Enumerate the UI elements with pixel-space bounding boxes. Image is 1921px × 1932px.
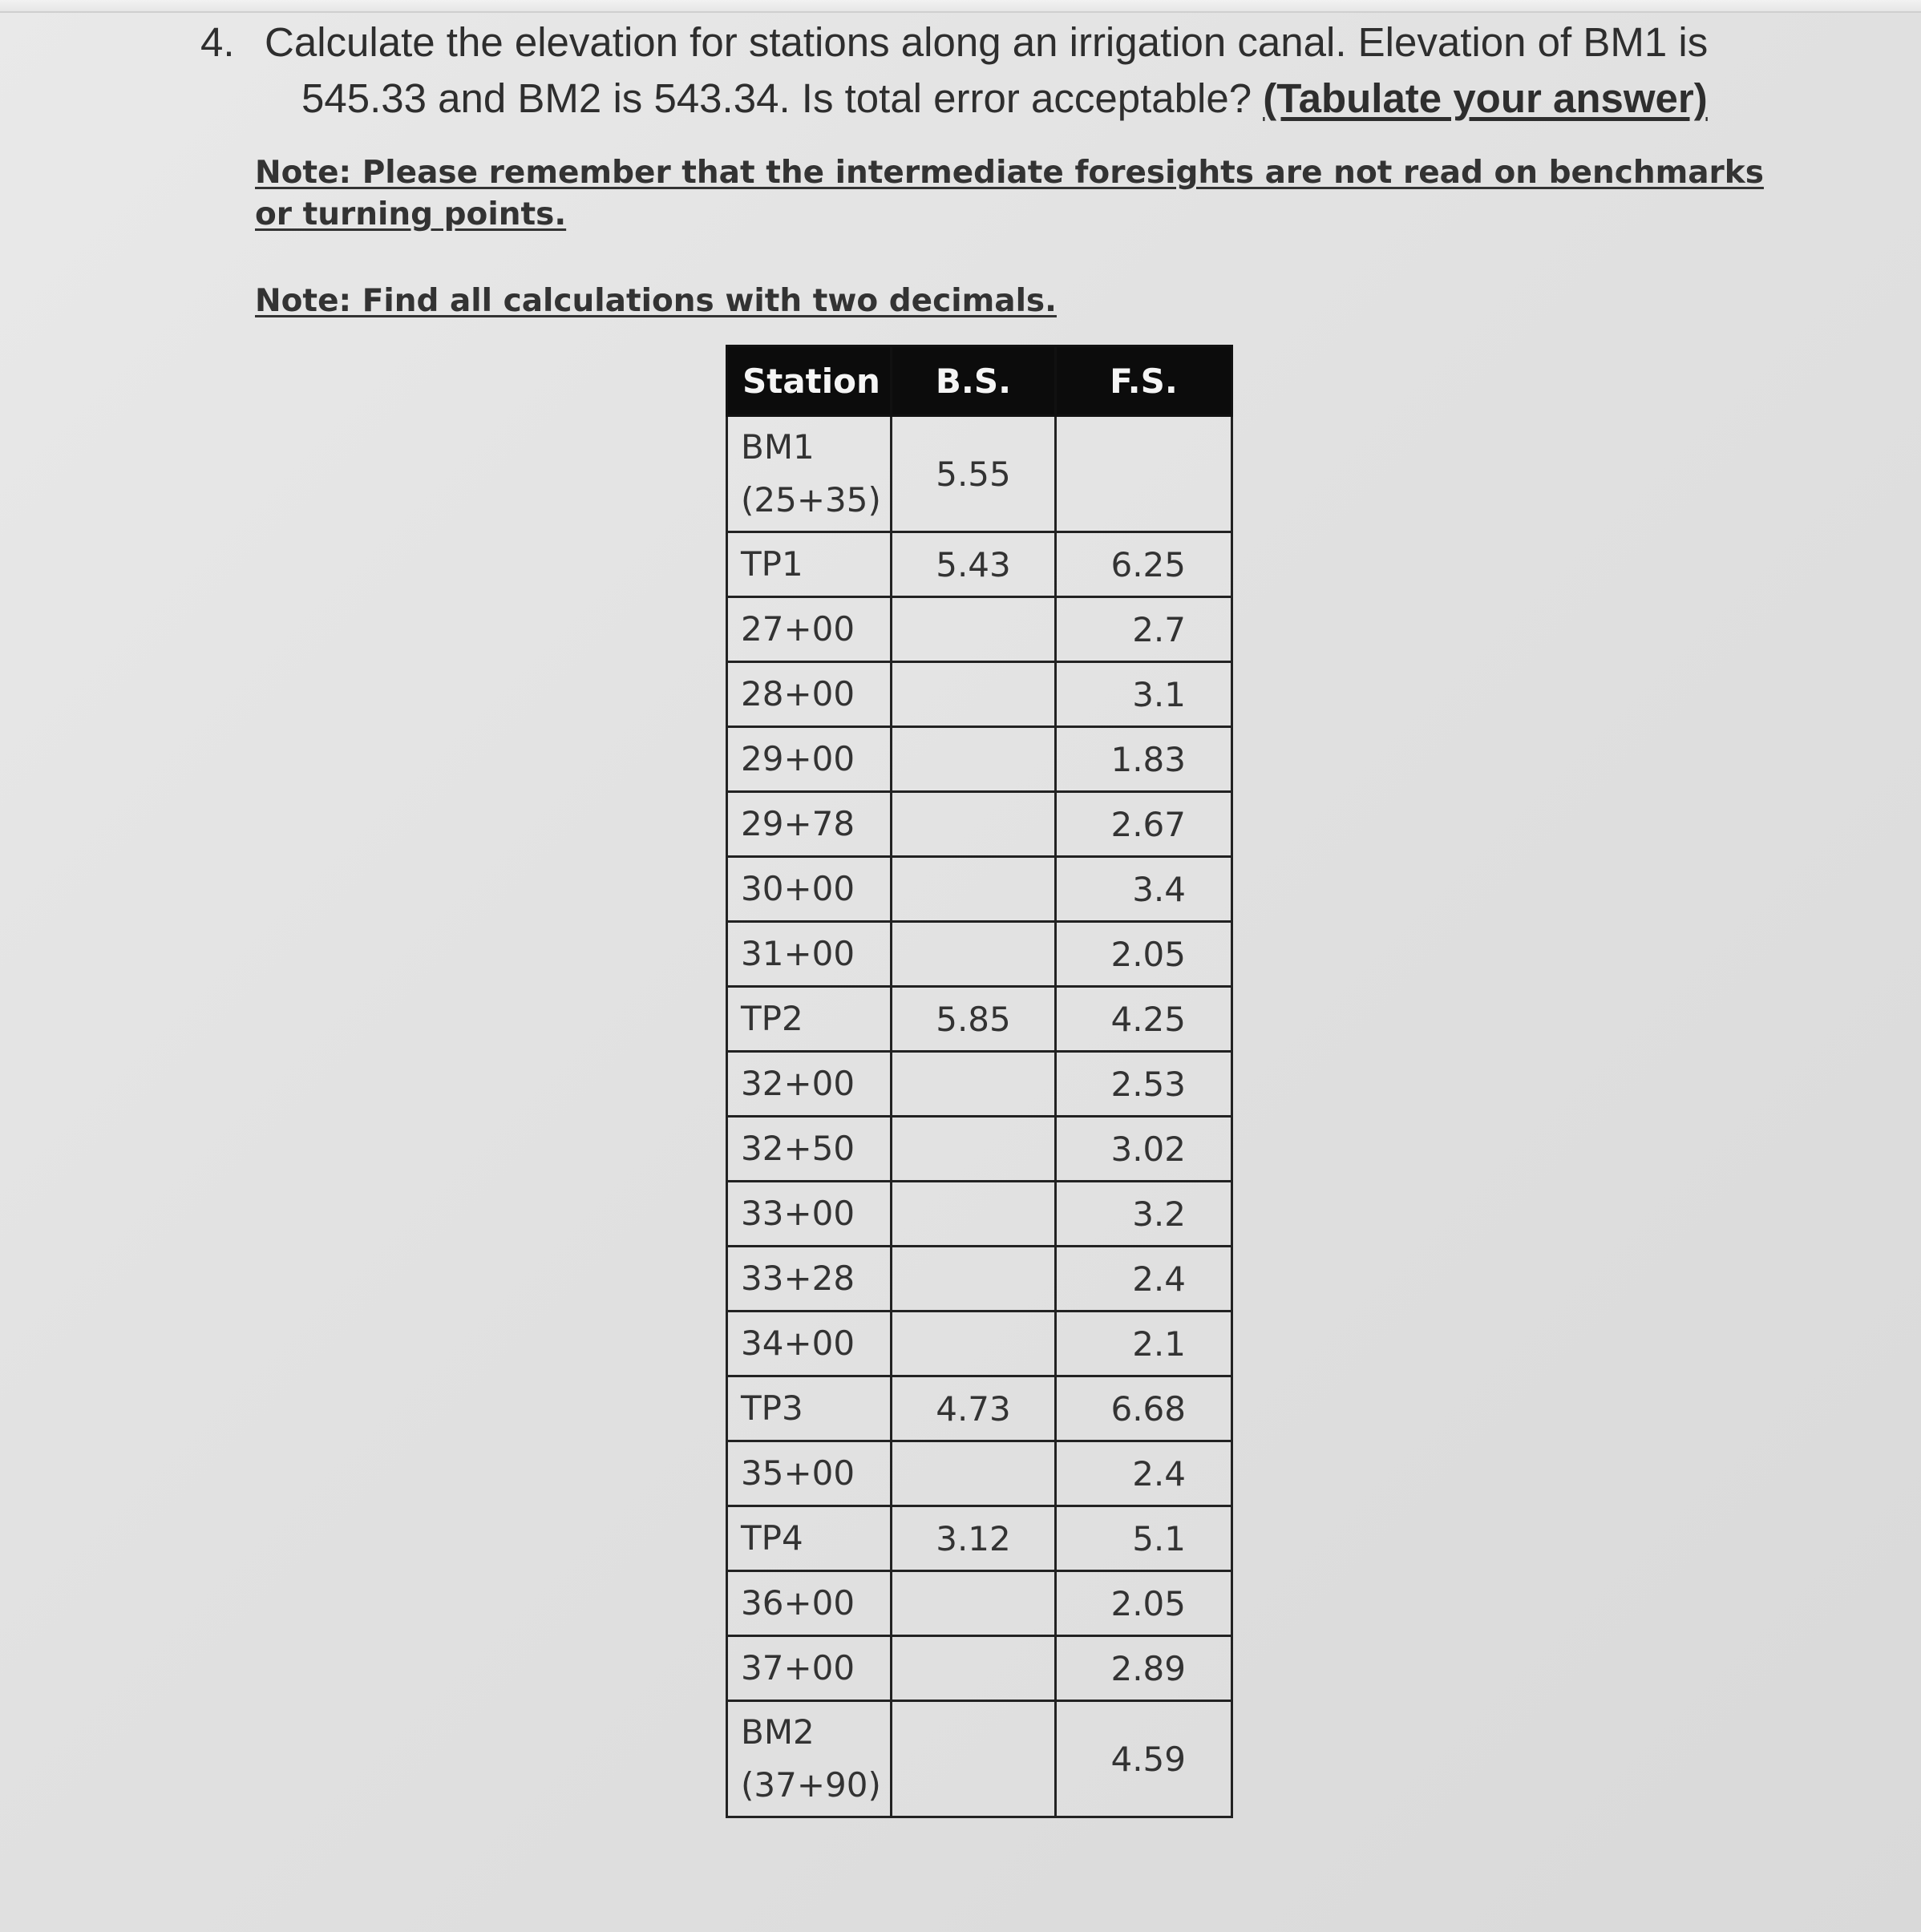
table-row [727, 1312, 1232, 1376]
bs-cell: 5.85 [892, 987, 1056, 1052]
station-cell [727, 1636, 892, 1701]
table-row [727, 857, 1232, 922]
station-cell [727, 597, 892, 662]
station-label: TP4 [741, 1518, 803, 1558]
header-station: Station [727, 346, 892, 416]
station-label: 32+50 [741, 1129, 855, 1168]
table-row [727, 1636, 1232, 1701]
note-intermediate-foresights: Note: Please remember that the intermediate foresights are not read on benchmarks or turning points. [255, 155, 1764, 232]
bs-cell [892, 1312, 1056, 1376]
header-bs: B.S. [892, 346, 1056, 416]
station-label: BM1 [741, 427, 815, 467]
leveling-table [726, 345, 1233, 1818]
fs-cell: 2.05 [1056, 1571, 1232, 1636]
station-label: 36+00 [741, 1583, 855, 1623]
station-cell [727, 1376, 892, 1441]
table-row [727, 662, 1232, 727]
fs-cell: 3.1 [1056, 662, 1232, 727]
station-cell [727, 1571, 892, 1636]
station-cell [727, 922, 892, 987]
station-cell [727, 1182, 892, 1247]
station-cell [727, 727, 892, 792]
station-label: BM2 [741, 1712, 815, 1752]
table-row [727, 1376, 1232, 1441]
table-header-row [727, 346, 1232, 416]
station-cell [727, 792, 892, 857]
bs-cell [892, 597, 1056, 662]
station-label: TP3 [741, 1388, 803, 1428]
fs-cell [1056, 416, 1232, 532]
bs-cell [892, 792, 1056, 857]
station-label: TP2 [741, 999, 803, 1038]
fs-cell: 3.4 [1056, 857, 1232, 922]
bs-cell [892, 1247, 1056, 1312]
question-line-2-text: 545.33 and BM2 is 543.34. Is total error acceptable? [301, 75, 1252, 121]
station-cell [727, 1052, 892, 1117]
fs-cell: 3.02 [1056, 1117, 1232, 1182]
question-number: 4. [200, 19, 235, 65]
tabulate-instruction: (Tabulate your answer) [1263, 75, 1708, 121]
station-cell [727, 532, 892, 597]
fs-cell: 3.2 [1056, 1182, 1232, 1247]
station-cell [727, 987, 892, 1052]
bs-cell [892, 727, 1056, 792]
bs-cell [892, 922, 1056, 987]
table-body [727, 416, 1232, 1817]
station-cell [727, 1701, 892, 1817]
table-row [727, 1506, 1232, 1571]
table-row [727, 792, 1232, 857]
fs-cell: 2.53 [1056, 1052, 1232, 1117]
table-row [727, 1052, 1232, 1117]
table-row [727, 597, 1232, 662]
bs-cell [892, 662, 1056, 727]
question-line-2 [301, 71, 1724, 127]
station-cell [727, 1506, 892, 1571]
station-label: 30+00 [741, 869, 855, 908]
bs-cell [892, 857, 1056, 922]
bs-cell [892, 1182, 1056, 1247]
page-top-edge [0, 0, 1921, 13]
station-label: 29+00 [741, 739, 855, 778]
bs-cell [892, 1441, 1056, 1506]
bs-cell [892, 1117, 1056, 1182]
fs-cell: 4.59 [1056, 1701, 1232, 1817]
station-label: 27+00 [741, 609, 855, 649]
bs-cell: 5.55 [892, 416, 1056, 532]
station-label: 33+00 [741, 1194, 855, 1233]
station-label: 37+00 [741, 1648, 855, 1687]
table-row [727, 727, 1232, 792]
station-cell [727, 1117, 892, 1182]
bs-cell [892, 1701, 1056, 1817]
station-chainage: (25+35) [741, 480, 881, 519]
table-row [727, 1117, 1232, 1182]
fs-cell: 2.67 [1056, 792, 1232, 857]
station-cell [727, 662, 892, 727]
question-block [200, 14, 1724, 127]
station-cell [727, 1247, 892, 1312]
station-cell [727, 1312, 892, 1376]
fs-cell: 4.25 [1056, 987, 1232, 1052]
fs-cell: 2.4 [1056, 1247, 1232, 1312]
station-label: TP1 [741, 544, 803, 584]
table-row [727, 532, 1232, 597]
table-row [727, 1182, 1232, 1247]
fs-cell: 2.05 [1056, 922, 1232, 987]
station-cell [727, 857, 892, 922]
fs-cell: 2.7 [1056, 597, 1232, 662]
table-row [727, 987, 1232, 1052]
fs-cell: 2.4 [1056, 1441, 1232, 1506]
station-label: 28+00 [741, 674, 855, 713]
station-chainage: (37+90) [741, 1765, 881, 1805]
fs-cell: 2.89 [1056, 1636, 1232, 1701]
station-label: 29+78 [741, 804, 855, 843]
table-row [727, 1247, 1232, 1312]
question-text [265, 14, 1724, 127]
table-row [727, 1441, 1232, 1506]
station-label: 31+00 [741, 934, 855, 973]
fs-cell: 1.83 [1056, 727, 1232, 792]
note-two-decimals: Note: Find all calculations with two decimals. [255, 283, 1057, 319]
station-cell [727, 1441, 892, 1506]
bs-cell [892, 1052, 1056, 1117]
fs-cell: 2.1 [1056, 1312, 1232, 1376]
station-label: 32+00 [741, 1064, 855, 1103]
bs-cell: 5.43 [892, 532, 1056, 597]
table-row [727, 416, 1232, 532]
fs-cell: 6.68 [1056, 1376, 1232, 1441]
station-cell [727, 416, 892, 532]
station-label: 35+00 [741, 1453, 855, 1493]
question-line-1: Calculate the elevation for stations along an irrigation canal. Elevation of BM1 is [265, 19, 1709, 65]
bs-cell: 4.73 [892, 1376, 1056, 1441]
station-label: 33+28 [741, 1259, 855, 1298]
fs-cell: 5.1 [1056, 1506, 1232, 1571]
table-row [727, 1701, 1232, 1817]
bs-cell [892, 1571, 1056, 1636]
station-label: 34+00 [741, 1324, 855, 1363]
bs-cell [892, 1636, 1056, 1701]
bs-cell: 3.12 [892, 1506, 1056, 1571]
table-row [727, 1571, 1232, 1636]
fs-cell: 6.25 [1056, 532, 1232, 597]
header-fs: F.S. [1056, 346, 1232, 416]
table-row [727, 922, 1232, 987]
